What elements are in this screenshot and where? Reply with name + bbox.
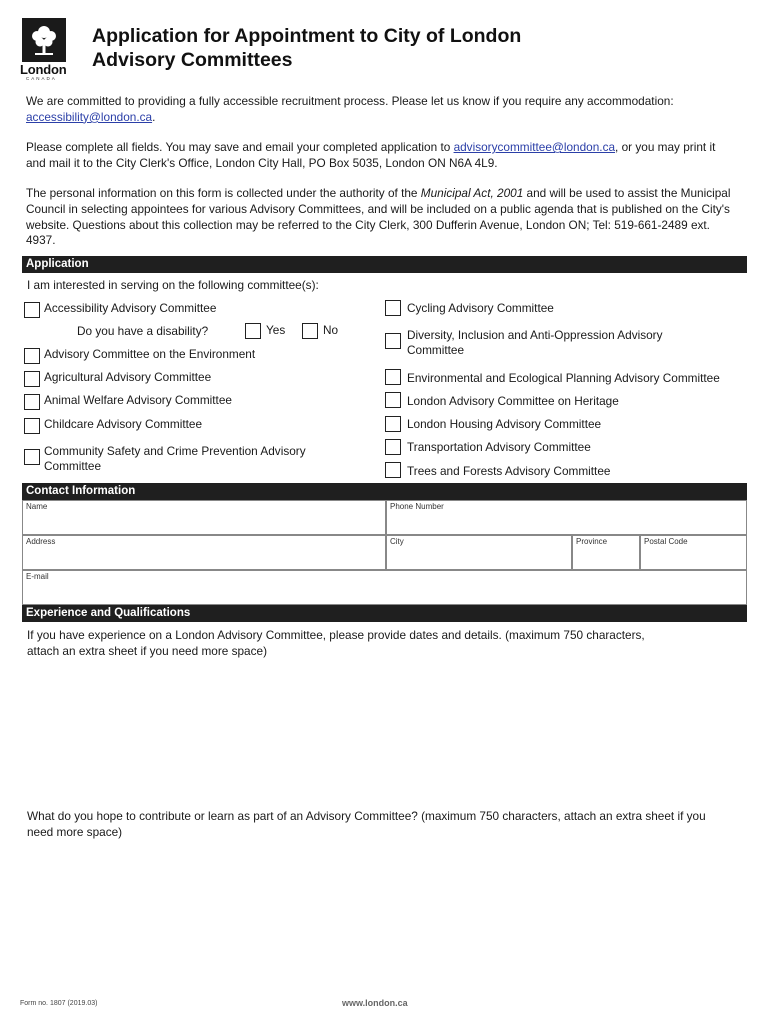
contribution-question: What do you hope to contribute or learn as part of an Advisory Committee? (maximum 750 characters, attach an extra sheet if you need more space) <box>27 809 706 839</box>
intro-p1-text: We are committed to providing a fully accessible recruitment process. Please let us know if you require any accommodation: <box>26 94 674 108</box>
label-environment: Advisory Committee on the Environment <box>44 347 256 361</box>
title-line-1: Application for Appointment to City of London <box>92 25 522 47</box>
checkbox-housing[interactable] <box>385 416 401 432</box>
disability-question: Do you have a disability? <box>77 324 209 338</box>
checkbox-transportation[interactable] <box>385 439 401 455</box>
committee-prompt: I am interested in serving on the following committee(s): <box>27 278 319 292</box>
intro-p2-start: Please complete all fields. You may save and email your completed application to <box>26 140 454 154</box>
advisory-email-link[interactable]: advisorycommittee@london.ca <box>453 140 616 154</box>
phone-label: Phone Number <box>390 502 444 511</box>
intro-p3-start: The personal information on this form is collected under the authority of the <box>26 186 421 200</box>
intro-p3-italic: Municipal Act, 2001 <box>420 186 524 200</box>
intro-p2-end: , or you may print it and mail it to the City Clerk's Office, London City Hall, PO Box 5035, London ON N6A 4L9. <box>26 140 716 170</box>
checkbox-heritage[interactable] <box>385 392 401 408</box>
checkbox-childcare[interactable] <box>24 418 40 434</box>
label-transportation: Transportation Advisory Committee <box>407 440 591 454</box>
website: www.london.ca <box>342 998 408 1008</box>
postal-code-label: Postal Code <box>644 537 688 546</box>
province-label: Province <box>576 537 608 546</box>
checkbox-environment[interactable] <box>24 348 40 364</box>
postal-code-field[interactable] <box>640 535 747 570</box>
name-field[interactable] <box>22 500 386 535</box>
label-animal-welfare: Animal Welfare Advisory Committee <box>44 393 232 407</box>
name-label: Name <box>26 502 48 511</box>
checkbox-trees-forests[interactable] <box>385 462 401 478</box>
label-accessibility: Accessibility Advisory Committee <box>44 301 217 315</box>
checkbox-agricultural[interactable] <box>24 371 40 387</box>
title-line-2: Advisory Committees <box>92 49 293 71</box>
accessibility-email-link[interactable]: accessibility@london.ca <box>26 109 153 124</box>
logo-wordmark: London <box>20 62 67 77</box>
checkbox-accessibility[interactable] <box>24 302 40 318</box>
checkbox-disability-yes[interactable] <box>245 323 261 339</box>
experience-question: If you have experience on a London Advisory Committee, please provide dates and details. (maximum 750 characters, attach an extra sheet if you need more space) <box>27 628 645 658</box>
checkbox-disability-no[interactable] <box>302 323 318 339</box>
phone-field[interactable] <box>386 500 747 535</box>
label-community-safety: Community Safety and Crime Prevention Advisory Committee <box>44 444 306 473</box>
experience-section-header: Experience and Qualifications <box>22 605 747 622</box>
address-field[interactable] <box>22 535 386 570</box>
form-number: Form no. 1807 (2019.03) <box>20 1000 98 1007</box>
checkbox-community-safety[interactable] <box>24 449 40 465</box>
province-field[interactable] <box>572 535 640 570</box>
city-field[interactable] <box>386 535 572 570</box>
label-diversity: Diversity, Inclusion and Anti-Oppression Advisory Committee <box>407 328 663 357</box>
logo-subtext: CANADA <box>26 76 57 81</box>
checkbox-animal-welfare[interactable] <box>24 394 40 410</box>
email-field[interactable] <box>22 570 747 605</box>
contribution-answer-area[interactable] <box>22 843 747 988</box>
intro-p3-end: and will be used to assist the Municipal Council in selecting appointees for various Advisory Committees, and will be included on a public agenda that is published on the City's website. Questions about this collection may be referred to the City Clerk, 300 Dufferin Avenue, London ON; Tel: 519-661-2489 ext. 4937. <box>26 186 731 248</box>
city-logo-mark <box>22 18 66 62</box>
label-cycling: Cycling Advisory Committee <box>407 301 554 315</box>
tree-icon <box>22 18 66 62</box>
label-heritage: London Advisory Committee on Heritage <box>407 394 619 408</box>
page-title <box>92 24 612 72</box>
intro-privacy <box>26 186 738 249</box>
experience-answer-area[interactable] <box>22 662 747 802</box>
checkbox-cycling[interactable] <box>385 300 401 316</box>
application-section-header: Application <box>22 256 747 273</box>
intro-instructions <box>26 140 738 172</box>
label-disability-no: No <box>323 323 339 337</box>
label-agricultural: Agricultural Advisory Committee <box>44 370 212 384</box>
intro-accessibility <box>26 94 738 126</box>
label-disability-yes: Yes <box>266 323 286 337</box>
intro-p1-end: . <box>152 109 156 124</box>
label-environmental-planning: Environmental and Ecological Planning Advisory Committee <box>407 371 720 385</box>
checkbox-environmental-planning[interactable] <box>385 369 401 385</box>
label-childcare: Childcare Advisory Committee <box>44 417 203 431</box>
address-label: Address <box>26 537 56 546</box>
email-label: E-mail <box>26 572 49 581</box>
city-label: City <box>390 537 404 546</box>
checkbox-diversity[interactable] <box>385 333 401 349</box>
label-housing: London Housing Advisory Committee <box>407 417 602 431</box>
label-trees-forests: Trees and Forests Advisory Committee <box>407 464 611 478</box>
contact-section-header: Contact Information <box>22 483 747 500</box>
